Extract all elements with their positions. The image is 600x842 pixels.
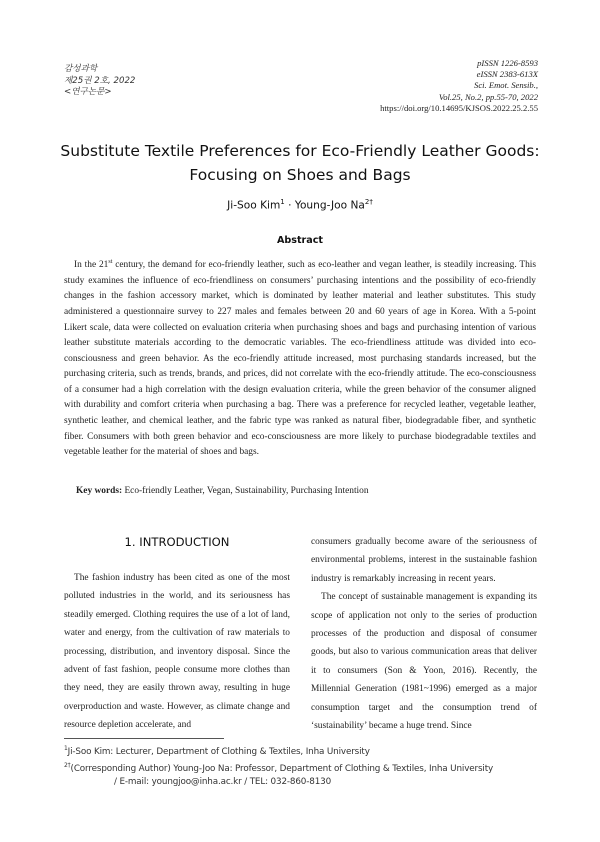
author-separator: · xyxy=(288,199,292,212)
keywords-text: Eco-friendly Leather, Vegan, Sustainability, Purchasing Intention xyxy=(124,486,369,496)
abstract-body xyxy=(64,255,536,461)
paper-title xyxy=(40,139,560,187)
author-2-mark: 2† xyxy=(364,198,373,206)
footnote-2-contact: / E-mail: youngjoo@inha.ac.kr / TEL: 032-860-8130 xyxy=(114,777,332,788)
intro-paragraph-2: The concept of sustainable management is expanding its scope of application not only to the series of production processes of the production and disposal of consumer goods, but also to various communication areas that deliver it to consumers (Son & Yoon, 2016). Recently, the Millennial Generation (1981~1996) emerged as a major consumption target and the consumption trend of ‘sustainability’ became a huge trend. Since xyxy=(311,592,537,732)
paper-title-line1: Substitute Textile Preferences for Eco-Friendly Leather Goods: xyxy=(60,142,540,160)
journal-header-right xyxy=(380,58,538,114)
journal-name-korean: 감성과학 xyxy=(64,64,98,74)
intro-paragraph-1: The fashion industry has been cited as one of the most polluted industries in the world, and its seriousness has steadily emerged. Clothing requires the use of a lot of land, water and energy, from the cultivation of raw materials to processing, distribution, and inventory disposal. Since the advent of fast fashion, people consume more clothes than they need, they are easily thrown away, resulting in huge overproduction and waste. However, as climate change and resource depletion accelerate, and xyxy=(64,573,290,731)
footnote-1 xyxy=(64,742,493,759)
abstract-lead: In the 21 xyxy=(74,260,109,271)
eissn: eISSN 2383-613X xyxy=(476,69,538,80)
journal-abbrev: Sci. Emot. Sensib., xyxy=(474,80,538,91)
volume-info: Vol.25, No.2, pp.55-70, 2022 xyxy=(438,91,538,102)
keywords-label: Key words: xyxy=(76,486,123,496)
section-heading-introduction: 1. INTRODUCTION xyxy=(124,535,230,549)
right-column xyxy=(311,533,537,735)
left-column xyxy=(64,533,290,735)
abstract-heading: Abstract xyxy=(276,235,324,246)
footnote-1-text: Ji-Soo Kim: Lecturer, Department of Clothing & Textiles, Inha University xyxy=(67,746,370,757)
footnotes xyxy=(64,742,493,789)
abstract-ordinal-sup: st xyxy=(108,259,113,265)
article-type-korean: <연구논문> xyxy=(64,87,112,97)
keywords xyxy=(76,486,536,496)
abstract-text: century, the demand for eco-friendly leather, such as eco-leather and vegan leather, is steadily increasing. This study examines the influence of eco-friendliness on consumers’ purchasing intentions and the possibility of eco-friendly changes in the fashion accessory market, which is dominated by leather material and leather substitutes. This study administered a questionnaire survey to 227 males and females between 20 and 60 years of age in Korea. With a 5-point Likert scale, data were collected on evaluation criteria when purchasing shoes and bags and purchasing intention of various leather substitute materials according to the democratic variables. The eco-friendliness attitude was divided into eco-consciousness and green behavior. As the eco-friendly attitude increased, most purchasing standards increased, but the purchasing criteria, such as trends, brands, and prices, did not correlate with the eco-friendly attitude. The eco-consciousness of a consumer had a high correlation with the design evaluation criteria, while the green behavior of the consumer aligned with durability and comfort criteria when purchasing a bag. There was a preference for recycled leather, vegetable leather, synthetic leather, and chemical leather, and the fabric type was ranked as natural fiber, biodegradable fiber, and synthetic fiber. Consumers with both green behavior and eco-consciousness are more likely to purchase biodegradable textiles and vegetable leather for the material of shoes and bags. xyxy=(64,260,537,458)
pissn: pISSN 1226-8593 xyxy=(477,58,538,68)
paper-title-line2: Focusing on Shoes and Bags xyxy=(189,166,411,184)
author-1-mark: 1 xyxy=(280,198,285,206)
footnote-2-mark: 2† xyxy=(64,762,71,770)
doi-link[interactable]: https://doi.org/10.14695/KJSOS.2022.25.2.55 xyxy=(380,102,538,113)
intro-paragraph-1-continued: consumers gradually become aware of the seriousness of environmental problems, interest in the sustainable fashion industry is remarkably increasing in recent years. xyxy=(311,537,537,584)
footnote-2-text: (Corresponding Author) Young-Joo Na: Professor, Department of Clothing & Textiles, Inha University xyxy=(70,764,494,775)
footnote-divider xyxy=(64,738,224,739)
footnote-1-mark: 1 xyxy=(64,745,68,752)
journal-volume-korean: 제25권 2호, 2022 xyxy=(64,75,136,86)
author-1: Ji-Soo Kim xyxy=(227,199,281,212)
footnote-2 xyxy=(64,759,493,776)
author-line xyxy=(40,198,560,212)
journal-header-left xyxy=(64,64,135,99)
author-2: Young-Joo Na xyxy=(294,199,365,212)
